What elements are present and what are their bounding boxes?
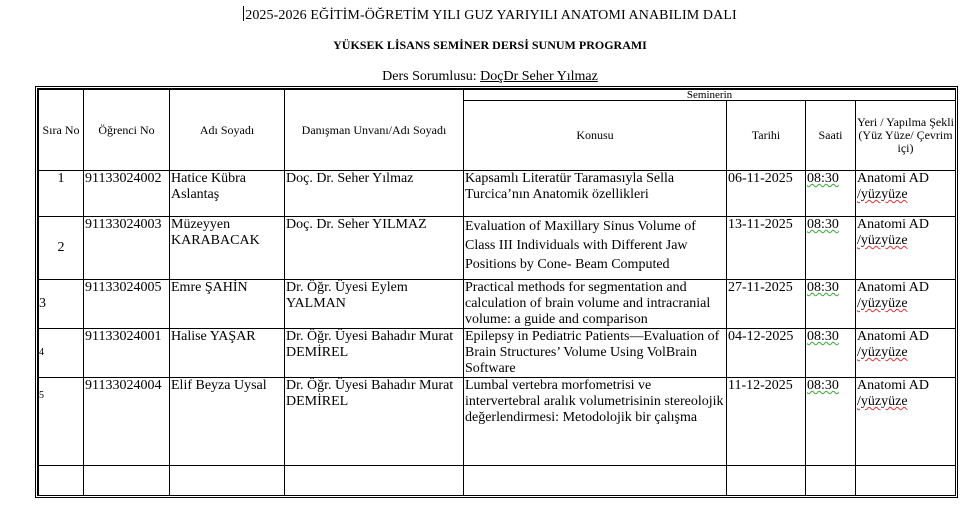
row-danisman: Doç. Dr. Seher Yılmaz [285,171,464,217]
row-adi-soyadi: Halise YAŞAR [170,329,285,378]
row-ogrenci-no: 91133024002 [84,171,170,217]
row-sira: 5 [39,378,84,466]
row-yeri-place: Anatomi AD [857,329,929,344]
row-sira: 3 [39,280,84,329]
row-yeri-mode: /yüzyüze [857,233,908,248]
row-yeri [856,280,956,329]
row-danisman: Dr. Öğr. Üyesi Bahadır Murat DEMİREL [285,329,464,378]
empty-cell [39,466,84,496]
row-yeri [856,329,956,378]
table-row [39,171,956,217]
row-yeri-mode: /yüzyüze [857,345,908,360]
document-subtitle: YÜKSEK LİSANS SEMİNER DERSİ SUNUM PROGRAMI [333,38,647,52]
row-yeri [856,171,956,217]
row-tarihi: 11-12-2025 [727,378,806,466]
row-ogrenci-no: 91133024005 [84,280,170,329]
row-yeri-mode: /yüzyüze [857,296,908,311]
row-tarihi: 04-12-2025 [727,329,806,378]
row-danisman: Doç. Dr. Seher YILMAZ [285,217,464,280]
responsible-name: DoçDr Seher Yılmaz [480,69,598,84]
row-konusu: Kapsamlı Literatür Taramasıyla Sella Turcica’nın Anatomik özellikleri [464,171,727,217]
row-saati [806,217,856,280]
course-responsible [0,69,980,85]
row-yeri-place: Anatomi AD [857,280,929,295]
row-sira: 4 [39,329,84,378]
row-adi-soyadi: Hatice Kübra Aslantaş [170,171,285,217]
row-ogrenci-no: 91133024004 [84,378,170,466]
row-saati-text: 08:30 [807,171,839,186]
row-yeri-mode: /yüzyüze [857,187,908,202]
row-saati-text: 08:30 [807,378,839,393]
empty-cell [464,466,727,496]
col-header-konusu: Konusu [464,101,727,171]
empty-cell [806,466,856,496]
row-adi-soyadi: Elif Beyza Uysal [170,378,285,466]
table-row [39,217,956,280]
title-text: 2025-2026 EĞİTİM-ÖĞRETİM YILI GUZ YARIYILI ANATOMI ANABILIM DALI [245,8,737,23]
empty-cell [84,466,170,496]
row-adi-soyadi: Emre ŞAHİN [170,280,285,329]
empty-cell [727,466,806,496]
row-saati-text: 08:30 [807,329,839,344]
row-ogrenci-no: 91133024003 [84,217,170,280]
table-row [39,378,956,466]
row-sira: 2 [39,217,84,280]
table-row [39,280,956,329]
row-yeri-place: Anatomi AD [857,217,929,232]
responsible-label: Ders Sorumlusu: [382,69,481,84]
row-danisman: Dr. Öğr. Üyesi Eylem YALMAN [285,280,464,329]
row-yeri-place: Anatomi AD [857,378,929,393]
row-tarihi: 06-11-2025 [727,171,806,217]
table-row [39,329,956,378]
empty-cell [856,466,956,496]
row-danisman: Dr. Öğr. Üyesi Bahadır Murat DEMİREL [285,378,464,466]
col-header-tarihi: Tarihi [727,101,806,171]
col-header-sira: Sıra No [39,90,84,171]
row-yeri-mode: /yüzyüze [857,394,908,409]
row-konusu: Evaluation of Maxillary Sinus Volume of Class III Individuals with Different Jaw Positions by Cone- Beam Computed [464,217,727,280]
col-header-yeri: Yeri / Yapılma Şekli (Yüz Yüze/ Çevrim içi) [856,101,956,171]
col-header-ogrenci-no: Öğrenci No [84,90,170,171]
empty-cell [285,466,464,496]
row-saati [806,329,856,378]
row-konusu: Lumbal vertebra morfometrisi ve intervertebral aralık volumetrisinin stereolojik değerlendirmesi: Metodolojik bir çalışma [464,378,727,466]
row-adi-soyadi: Müzeyyen KARABACAK [170,217,285,280]
group-header-seminerin: Seminerin [464,90,956,101]
seminar-schedule-table [38,89,956,496]
row-konusu: Epilepsy in Pediatric Patients—Evaluation of Brain Structures’ Volume Using VolBrain Software [464,329,727,378]
row-saati-text: 08:30 [807,217,839,232]
row-yeri-place: Anatomi AD [857,171,929,186]
row-saati [806,378,856,466]
table-row-empty [39,466,956,496]
col-header-saati: Saati [806,101,856,171]
col-header-adi-soyadi: Adı Soyadı [170,90,285,171]
row-tarihi: 27-11-2025 [727,280,806,329]
row-yeri [856,378,956,466]
row-yeri [856,217,956,280]
row-saati [806,280,856,329]
row-konusu: Practical methods for segmentation and calculation of brain volume and intracranial volume: a guide and comparison [464,280,727,329]
empty-cell [170,466,285,496]
row-saati [806,171,856,217]
document-title [0,6,980,24]
row-tarihi: 13-11-2025 [727,217,806,280]
row-sira: 1 [39,171,84,217]
row-ogrenci-no: 91133024001 [84,329,170,378]
col-header-danisman: Danışman Unvanı/Adı Soyadı [285,90,464,171]
row-saati-text: 08:30 [807,280,839,295]
